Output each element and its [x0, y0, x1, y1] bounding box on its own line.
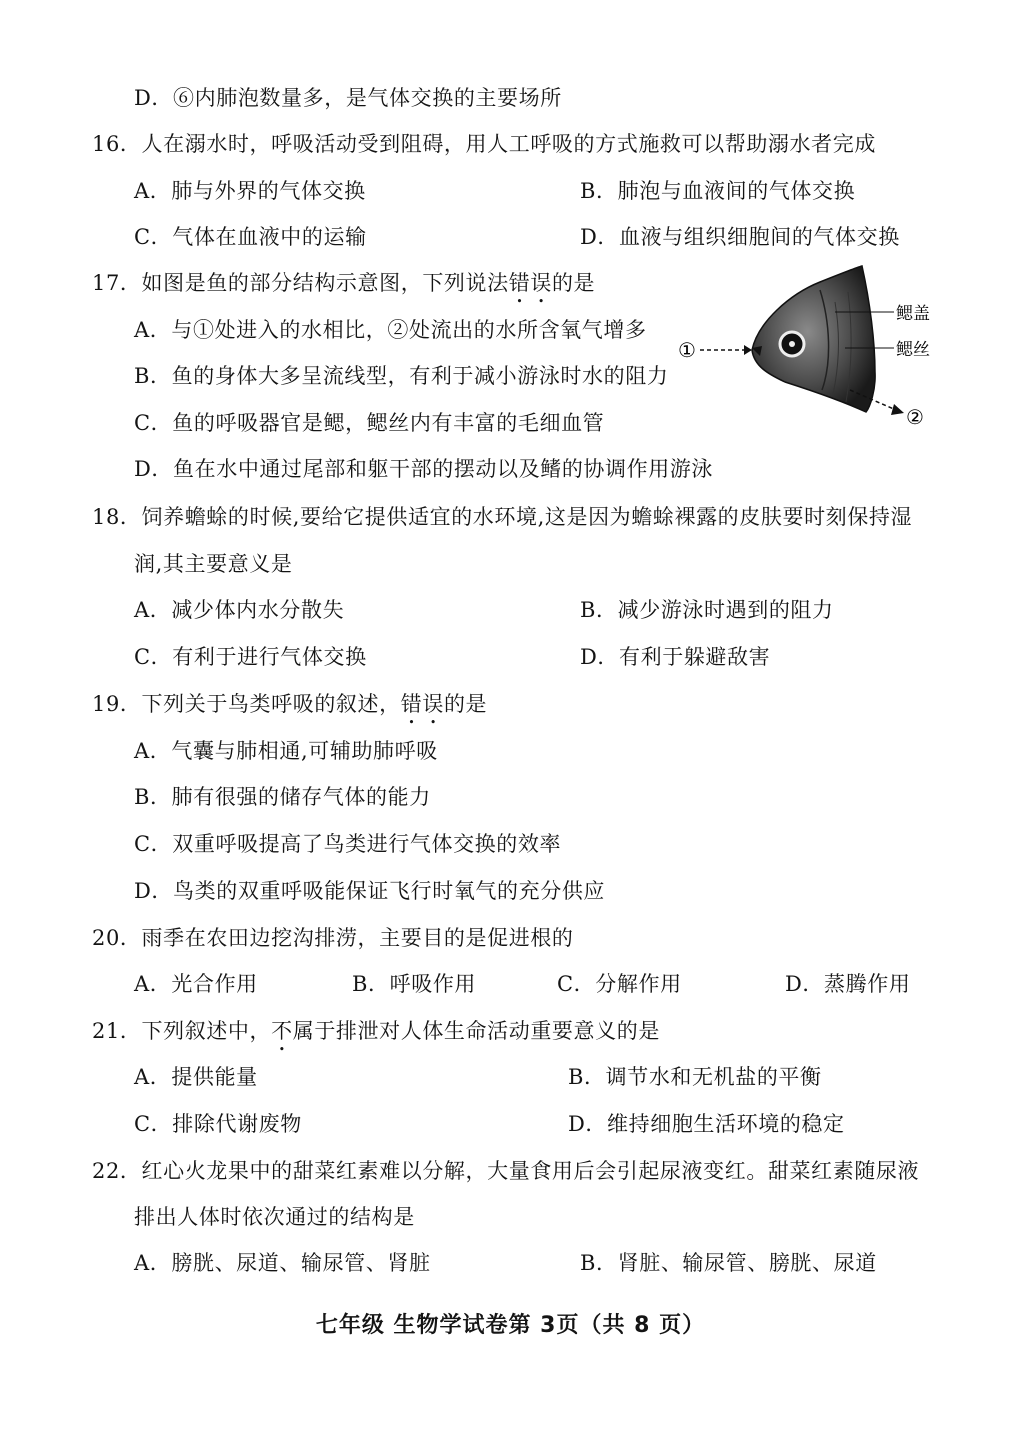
q18-option-a: A．减少体内水分散失 — [134, 598, 345, 622]
arrow-out-head — [891, 404, 904, 415]
q16-option-b: B．肺泡与血液间的气体交换 — [580, 179, 856, 203]
q19-option-d: D．鸟类的双重呼吸能保证飞行时氧气的充分供应 — [134, 879, 606, 903]
q17-stem-emphasis: 错误 — [508, 271, 552, 295]
q18-stem-line2: 润,其主要意义是 — [134, 552, 293, 576]
q21-stem — [92, 1017, 660, 1056]
q19-option-c: C．双重呼吸提高了鸟类进行气体交换的效率 — [134, 832, 562, 856]
q20-option-b: B．呼吸作用 — [352, 972, 477, 996]
q17-stem-pre: 17．如图是鱼的部分结构示意图，下列说法 — [92, 271, 509, 295]
label-gill-filament: 鳃丝 — [896, 340, 930, 360]
q20-stem: 20．雨季在农田边挖沟排涝，主要目的是促进根的 — [92, 926, 574, 950]
q21-option-c: C．排除代谢废物 — [134, 1112, 302, 1136]
q21-stem-emphasis: 不 — [271, 1019, 293, 1043]
q22-option-b: B．肾脏、输尿管、膀胱、尿道 — [580, 1251, 877, 1275]
q19-stem — [92, 690, 487, 729]
q21-option-d: D．维持细胞生活环境的稳定 — [568, 1112, 845, 1136]
q17-option-d: D．鱼在水中通过尾部和躯干部的摆动以及鳍的协调作用游泳 — [134, 457, 714, 481]
q19-stem-emphasis: 错误 — [400, 692, 444, 716]
q21-option-a: A．提供能量 — [134, 1065, 258, 1089]
q19-stem-post: 的是 — [443, 692, 488, 716]
fish-head-figure — [670, 262, 940, 437]
q16-option-c: C．气体在血液中的运输 — [134, 225, 367, 249]
q19-option-b: B．肺有很强的储存气体的能力 — [134, 785, 431, 809]
mark-water-in: ① — [678, 338, 696, 362]
q21-stem-post: 属于排泄对人体生命活动重要意义的是 — [292, 1019, 660, 1043]
fish-eye-highlight — [789, 341, 795, 347]
q21-option-b: B．调节水和无机盐的平衡 — [568, 1065, 822, 1089]
q20-option-a: A．光合作用 — [134, 972, 258, 996]
q17-option-b: B．鱼的身体大多呈流线型，有利于减小游泳时水的阻力 — [134, 364, 669, 388]
q19-stem-pre: 19．下列关于鸟类呼吸的叙述， — [92, 692, 401, 716]
q18-option-b: B．减少游泳时遇到的阻力 — [580, 598, 834, 622]
q17-option-a: A．与①处进入的水相比，②处流出的水所含氧气增多 — [134, 318, 647, 342]
q17-option-c: C．鱼的呼吸器官是鳃，鳃丝内有丰富的毛细血管 — [134, 411, 605, 435]
q18-stem-line1: 18．饲养蟾蜍的时候,要给它提供适宜的水环境,这是因为蟾蜍裸露的皮肤要时刻保持湿 — [92, 505, 913, 529]
q19-option-a: A．气囊与肺相通,可辅助肺呼吸 — [134, 739, 438, 763]
q17-stem-post: 的是 — [551, 271, 596, 295]
q20-option-c: C．分解作用 — [557, 972, 682, 996]
q21-stem-pre: 21．下列叙述中， — [92, 1019, 272, 1043]
fish-head-shape — [752, 266, 875, 412]
q15-option-d: D．⑥内肺泡数量多，是气体交换的主要场所 — [134, 86, 562, 110]
page-footer: 七年级 生物学试卷第 3页（共 8 页） — [315, 1313, 706, 1338]
q16-option-d: D．血液与组织细胞间的气体交换 — [580, 225, 900, 249]
label-gill-cover: 鳃盖 — [896, 304, 930, 324]
q16-option-a: A．肺与外界的气体交换 — [134, 179, 366, 203]
q17-stem — [92, 269, 595, 308]
q22-stem-line2: 排出人体时依次通过的结构是 — [134, 1205, 415, 1229]
q18-option-c: C．有利于进行气体交换 — [134, 645, 367, 669]
q22-option-a: A．膀胱、尿道、输尿管、肾脏 — [134, 1251, 431, 1275]
arrow-in-head — [744, 345, 752, 355]
q22-stem-line1: 22．红心火龙果中的甜菜红素难以分解，大量食用后会引起尿液变红。甜菜红素随尿液 — [92, 1159, 920, 1183]
q20-option-d: D．蒸腾作用 — [785, 972, 911, 996]
q16-stem: 16．人在溺水时，呼吸活动受到阻碍，用人工呼吸的方式施救可以帮助溺水者完成 — [92, 132, 876, 156]
q18-option-d: D．有利于躲避敌害 — [580, 645, 771, 669]
mark-water-out: ② — [906, 405, 924, 429]
